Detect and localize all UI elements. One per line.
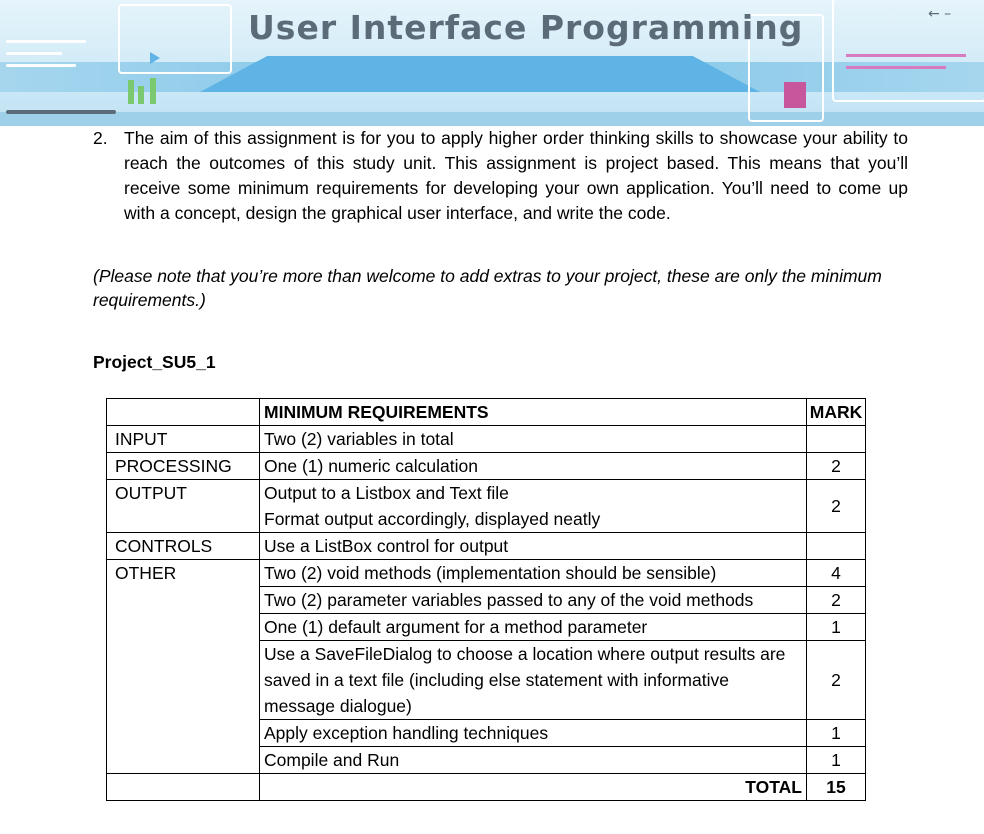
banner-title: User Interface Programming	[248, 8, 804, 47]
total-label: TOTAL	[260, 774, 807, 801]
table-row	[107, 614, 866, 641]
back-arrow-icon: ← –	[928, 6, 952, 22]
monitor-illustration	[118, 4, 232, 74]
empty-section-cell	[107, 720, 260, 747]
question-text: The aim of this assignment is for you to apply higher order thinking skills to showcase your ability to reach the outcomes of this study unit. This assignment is project based. This means that you’ll receive some minimum requirements for developing your own application. You’ll need to come up with a concept, design the graphical user interface, and write the code.	[124, 128, 908, 223]
section-input: INPUT	[107, 426, 260, 453]
table-row	[107, 720, 866, 747]
code-line-decoration	[6, 64, 76, 67]
requirement-cell: Use a SaveFileDialog to choose a location where output results are saved in a text file (including else statement with informative message dialogue)	[260, 641, 807, 720]
table-row	[107, 560, 866, 587]
requirement-cell: One (1) default argument for a method parameter	[260, 614, 807, 641]
mark-cell: 4	[807, 560, 866, 587]
section-processing: PROCESSING	[107, 453, 260, 480]
mark-cell: 1	[807, 747, 866, 774]
requirement-cell: Apply exception handling techniques	[260, 720, 807, 747]
mark-cell: 2	[807, 587, 866, 614]
total-row	[107, 774, 866, 801]
progress-bar-decoration	[846, 66, 946, 69]
banner-ribbon	[200, 56, 760, 92]
question-number: 2.	[93, 128, 108, 148]
requirement-cell: One (1) numeric calculation	[260, 453, 807, 480]
table-row	[107, 480, 866, 533]
table-row	[107, 453, 866, 480]
requirement-cell: Output to a Listbox and Text file Format output accordingly, displayed neatly	[260, 480, 807, 533]
mark-cell	[807, 426, 866, 453]
monitor-illustration	[832, 0, 984, 102]
mark-cell: 2	[807, 480, 866, 533]
bar-chart-icon	[128, 80, 134, 104]
empty-total-label-cell	[107, 774, 260, 801]
pencil-illustration	[6, 110, 116, 114]
empty-section-cell	[107, 587, 260, 614]
bar-chart-icon	[150, 78, 156, 104]
play-icon	[150, 52, 160, 64]
header-mark: MARK	[807, 399, 866, 426]
section-controls: CONTROLS	[107, 533, 260, 560]
mark-cell: 1	[807, 614, 866, 641]
table-row	[107, 533, 866, 560]
question-paragraph	[93, 126, 908, 226]
table-row	[107, 747, 866, 774]
table-row	[107, 641, 866, 720]
requirement-cell: Two (2) void methods (implementation should be sensible)	[260, 560, 807, 587]
requirement-cell: Compile and Run	[260, 747, 807, 774]
table-row	[107, 587, 866, 614]
requirement-cell: Two (2) variables in total	[260, 426, 807, 453]
bar-chart-icon	[138, 86, 144, 104]
header-requirements: MINIMUM REQUIREMENTS	[260, 399, 807, 426]
requirements-table	[106, 398, 866, 801]
banner-bottom-strip	[0, 112, 984, 126]
empty-header-cell	[107, 399, 260, 426]
mark-cell: 1	[807, 720, 866, 747]
table-header-row	[107, 399, 866, 426]
empty-section-cell	[107, 641, 260, 720]
mark-cell	[807, 533, 866, 560]
table-row	[107, 426, 866, 453]
requirement-cell: Use a ListBox control for output	[260, 533, 807, 560]
section-other: OTHER	[107, 560, 260, 587]
mark-cell: 2	[807, 641, 866, 720]
section-output: OUTPUT	[107, 480, 260, 533]
mark-cell: 2	[807, 453, 866, 480]
code-line-decoration	[6, 52, 62, 55]
header-banner	[0, 0, 984, 126]
image-icon	[784, 82, 806, 108]
requirement-cell: Two (2) parameter variables passed to any of the void methods	[260, 587, 807, 614]
empty-section-cell	[107, 747, 260, 774]
note-text: (Please note that you’re more than welcome to add extras to your project, these are only the minimum requirements.)	[93, 266, 882, 310]
project-title: Project_SU5_1	[93, 352, 216, 372]
progress-bar-decoration	[846, 54, 966, 57]
code-line-decoration	[6, 40, 86, 43]
total-value: 15	[807, 774, 866, 801]
empty-section-cell	[107, 614, 260, 641]
